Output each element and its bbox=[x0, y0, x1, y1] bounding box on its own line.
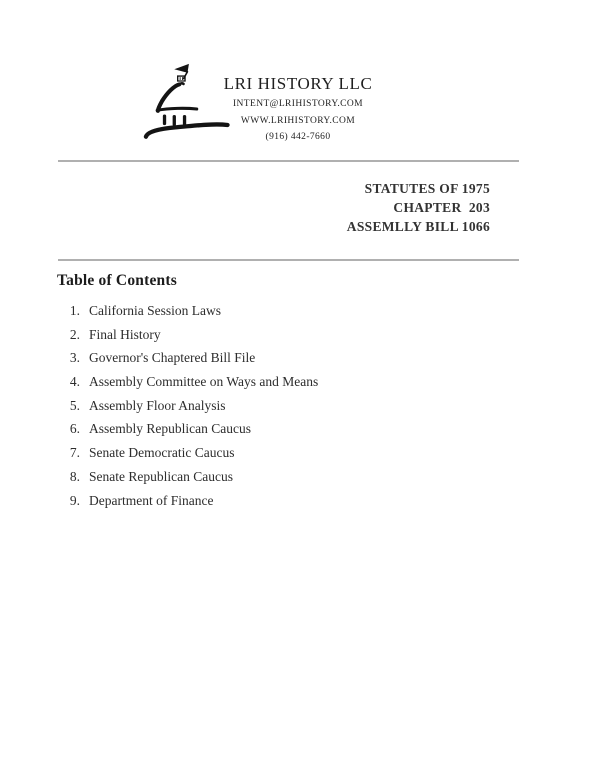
toc-item-number: 5. bbox=[69, 397, 80, 413]
toc-item-label: Department of Finance bbox=[89, 492, 214, 508]
letterhead bbox=[198, 75, 398, 142]
toc-item bbox=[57, 399, 318, 413]
horizontal-rule-top bbox=[58, 160, 519, 162]
toc-item-number: 7. bbox=[69, 445, 80, 461]
toc-item-number: 9. bbox=[69, 492, 80, 508]
toc-item bbox=[57, 446, 318, 460]
toc-item-number: 4. bbox=[69, 374, 80, 390]
toc-item-number: 1. bbox=[69, 303, 80, 318]
chapter-line: CHAPTER 203 bbox=[393, 200, 490, 215]
toc-item-number: 6. bbox=[69, 421, 80, 437]
toc-item-label: Senate Republican Caucus bbox=[89, 468, 233, 484]
company-name: LRI HISTORY LLC bbox=[223, 74, 373, 93]
toc-item-number: 8. bbox=[69, 468, 80, 484]
toc-item-label: Assembly Committee on Ways and Means bbox=[89, 374, 319, 390]
toc-item bbox=[57, 304, 318, 318]
toc-title: Table of Contents bbox=[57, 272, 177, 289]
toc-item-number: 2. bbox=[69, 326, 80, 342]
statute-reference bbox=[347, 179, 490, 236]
bill-line: ASSEMLLY BILL 1066 bbox=[346, 219, 490, 234]
company-phone: (916) 442-7660 bbox=[265, 132, 331, 142]
toc-item-label: Assembly Republican Caucus bbox=[89, 421, 251, 437]
toc-item-label: Senate Democratic Caucus bbox=[89, 445, 235, 461]
statutes-line: STATUTES OF 1975 bbox=[364, 181, 490, 196]
toc-item-label: California Session Laws bbox=[89, 303, 221, 318]
company-email: INTENT@LRIHISTORY.COM bbox=[232, 99, 363, 109]
toc-list bbox=[57, 304, 318, 517]
toc-item bbox=[57, 422, 318, 436]
horizontal-rule-bottom bbox=[58, 259, 519, 261]
toc-item-label: Governor's Chaptered Bill File bbox=[89, 350, 256, 366]
toc-item bbox=[57, 470, 318, 484]
toc-item bbox=[57, 351, 318, 365]
toc-item-label: Final History bbox=[89, 326, 161, 342]
toc-item-number: 3. bbox=[69, 350, 80, 366]
toc-item bbox=[57, 494, 318, 508]
toc-item bbox=[57, 328, 318, 342]
toc-item-label: Assembly Floor Analysis bbox=[89, 397, 226, 413]
toc-item bbox=[57, 375, 318, 389]
company-website: WWW.LRIHISTORY.COM bbox=[240, 115, 356, 126]
